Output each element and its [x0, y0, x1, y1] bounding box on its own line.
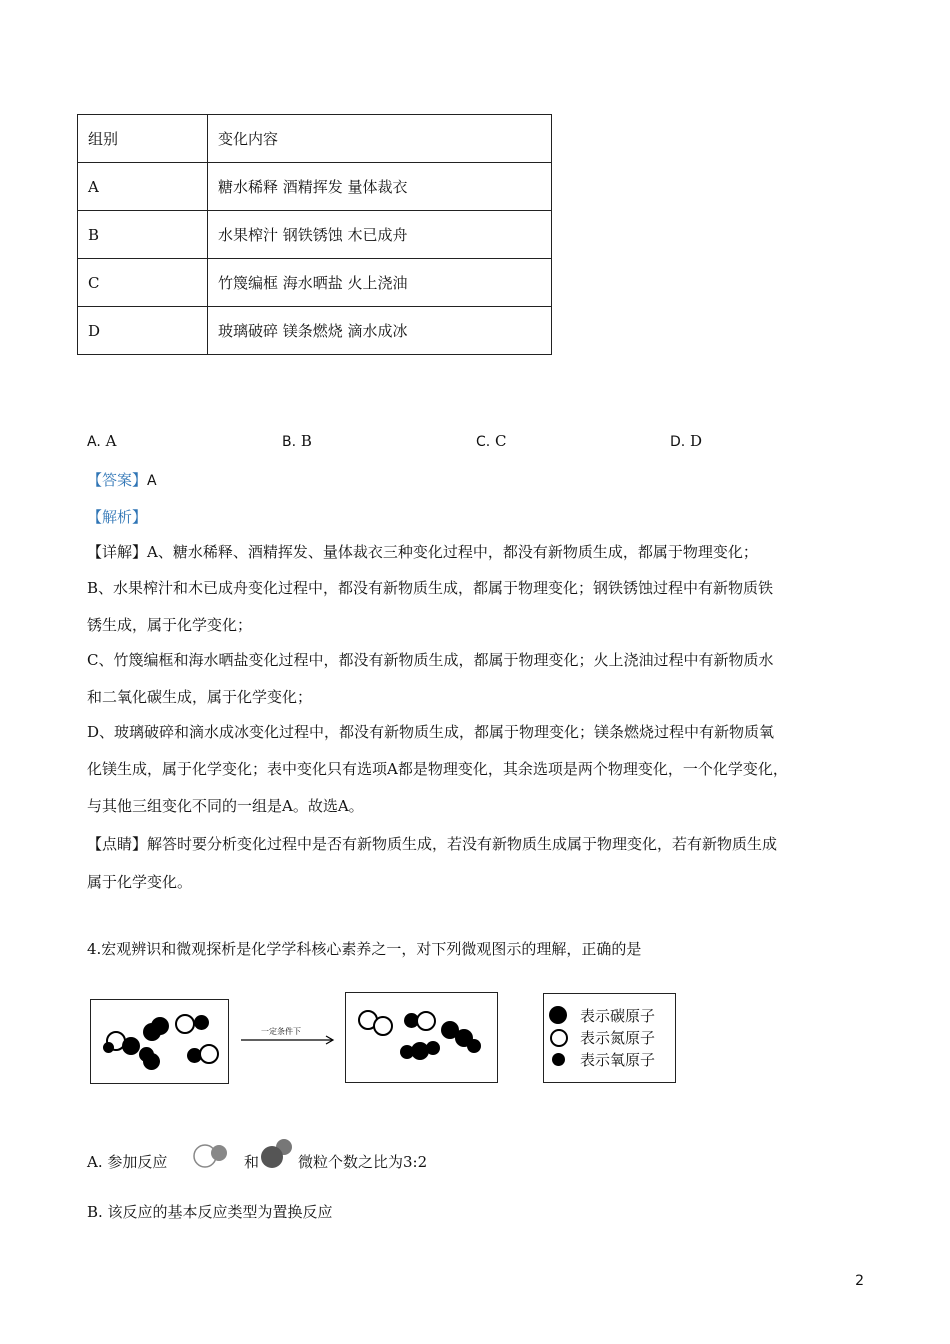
oxygen-atom — [467, 1039, 481, 1053]
change-table — [77, 114, 552, 355]
answer-line — [87, 469, 157, 490]
reaction-condition: 一定条件下 — [261, 1027, 301, 1036]
legend-box — [543, 993, 676, 1083]
table-row — [78, 211, 552, 259]
legend-nitrogen: 表示氮原子 — [580, 1029, 656, 1047]
detail-line: 化镁生成，属于化学变化；表中变化只有选项A都是物理变化，其余选项是两个物理变化，一个化学变化， — [87, 760, 788, 778]
q4-option-a-suffix: 微粒个数之比为3:2 — [298, 1153, 428, 1171]
table-cell: D — [78, 307, 208, 355]
q4-option-a-prefix: A. 参加反应 — [87, 1153, 168, 1171]
detail-line: C、竹篾编框和海水晒盐变化过程中，都没有新物质生成，都属于物理变化；火上浇油过程中有新物质水 — [87, 651, 774, 669]
table-header-row — [78, 115, 552, 163]
nitrogen-atom — [416, 1011, 436, 1031]
oxygen-atom — [103, 1042, 114, 1053]
table-cell: A — [78, 163, 208, 211]
carbon-atom — [151, 1017, 169, 1035]
co-molecule-icon — [258, 1137, 296, 1171]
option-text: D — [690, 432, 703, 450]
carbon-atom-icon — [549, 1006, 567, 1024]
reactants-box — [90, 999, 229, 1084]
detail-line: 属于化学变化。 — [87, 873, 193, 891]
nitrogen-atom — [175, 1014, 195, 1034]
table-row — [78, 163, 552, 211]
option-key: B. — [282, 434, 297, 450]
table-cell: 糖水稀释 酒精挥发 量体裁衣 — [208, 163, 552, 211]
option-text: B — [300, 432, 312, 450]
detail-line: B、水果榨汁和木已成舟变化过程中，都没有新物质生成，都属于物理变化；钢铁锈蚀过程中有新物质铁 — [87, 579, 774, 597]
option-text: C — [495, 432, 507, 450]
option-a — [87, 432, 116, 450]
no-molecule-icon — [191, 1141, 239, 1171]
detail-line: 锈生成，属于化学变化； — [87, 616, 253, 634]
q4-option-b: B. 该反应的基本反应类型为置换反应 — [87, 1203, 333, 1221]
q4-option-a — [87, 1151, 167, 1172]
detail-line: 【详解】A、糖水稀释、酒精挥发、量体裁衣三种变化过程中，都没有新物质生成，都属于物理变化； — [87, 543, 758, 561]
detail-line: 与其他三组变化不同的一组是A。故选A。 — [87, 797, 364, 815]
answer-value: A — [147, 473, 157, 489]
option-c — [476, 432, 507, 450]
table-row — [78, 259, 552, 307]
legend-carbon: 表示碳原子 — [580, 1007, 656, 1025]
table-cell: 玻璃破碎 镁条燃烧 滴水成冰 — [208, 307, 552, 355]
option-d — [670, 432, 702, 450]
oxygen-atom — [426, 1041, 440, 1055]
oxygen-atom-icon — [552, 1053, 565, 1066]
analysis-tag: 【解析】 — [87, 508, 148, 526]
products-box — [345, 992, 498, 1083]
detail-line: 【点睛】解答时要分析变化过程中是否有新物质生成，若没有新物质生成属于物理变化，若有新物质生成 — [87, 835, 778, 853]
option-key: A. — [87, 434, 101, 450]
option-key: C. — [476, 434, 491, 450]
detail-line: 和二氧化碳生成，属于化学变化； — [87, 688, 313, 706]
page-number: 2 — [855, 1273, 864, 1289]
detail-line: D、玻璃破碎和滴水成冰变化过程中，都没有新物质生成，都属于物理变化；镁条燃烧过程中有新物质氧 — [87, 723, 775, 741]
table-header-cell: 组别 — [78, 115, 208, 163]
question-4: 4.宏观辨识和微观探析是化学学科核心素养之一，对下列微观图示的理解，正确的是 — [87, 940, 642, 958]
q4-option-a-mid: 和 — [244, 1153, 260, 1171]
table-row — [78, 307, 552, 355]
table-header-cell: 变化内容 — [208, 115, 552, 163]
carbon-atom — [143, 1053, 160, 1070]
legend-oxygen: 表示氧原子 — [580, 1051, 656, 1069]
option-text: A — [105, 432, 117, 450]
table-cell: C — [78, 259, 208, 307]
table-cell: B — [78, 211, 208, 259]
answer-tag: 【答案】 — [87, 471, 148, 489]
nitrogen-atom — [199, 1044, 219, 1064]
option-key: D. — [670, 434, 686, 450]
option-b — [282, 432, 312, 450]
nitrogen-atom — [373, 1016, 393, 1036]
carbon-atom — [122, 1037, 140, 1055]
oxygen-atom — [194, 1015, 209, 1030]
reaction-arrow-icon — [240, 1035, 338, 1045]
table-cell: 水果榨汁 钢铁锈蚀 木已成舟 — [208, 211, 552, 259]
table-cell: 竹篾编框 海水晒盐 火上浇油 — [208, 259, 552, 307]
nitrogen-atom-icon — [550, 1029, 568, 1047]
